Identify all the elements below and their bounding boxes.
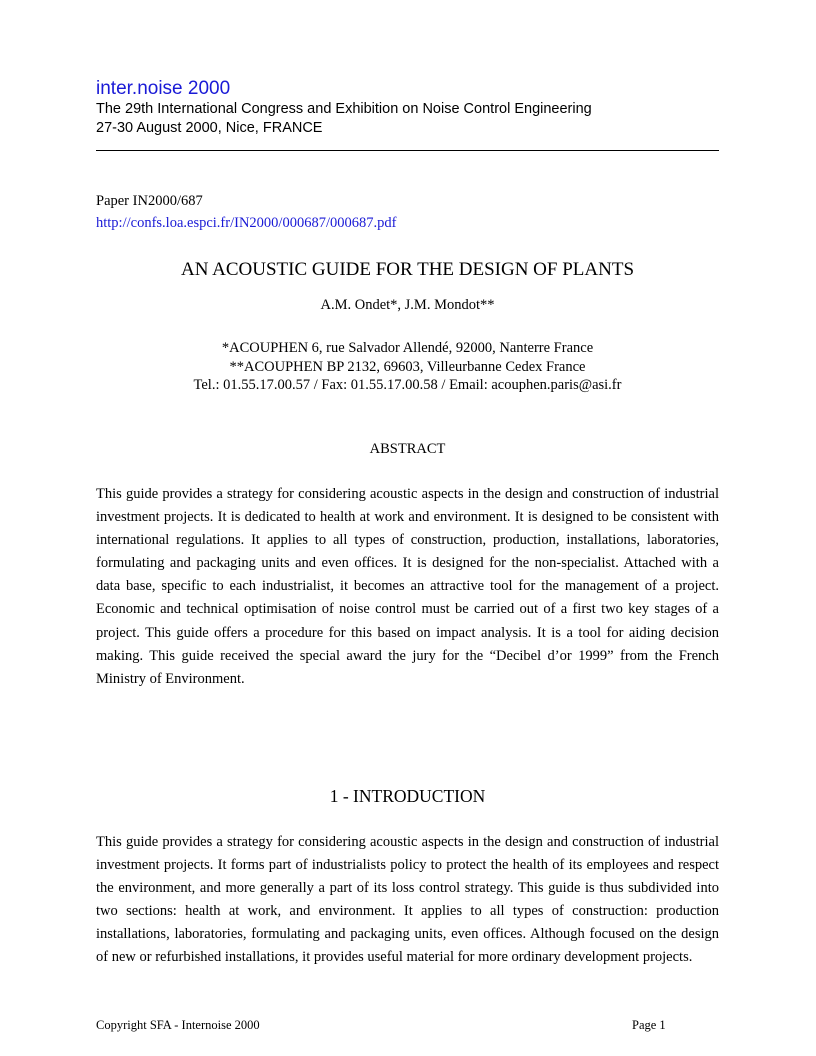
conference-name: inter.noise 2000 [96, 78, 231, 99]
header-divider [96, 150, 719, 151]
contact-line: Tel.: 01.55.17.00.57 / Fax: 01.55.17.00.58 / Email: acouphen.paris@asi.fr [193, 377, 622, 393]
paper-id: Paper IN2000/687 [96, 193, 203, 209]
abstract-paragraph: This guide provides a strategy for considering acoustic aspects in the design and construction of industrial investment projects. It is dedicated to health at work and environment. It is designed to be consistent with international regulations. It applies to all types of construction, production, installations, laboratories, formulating and packaging units and even offices. It is designed for the non-specialist. Attached with a data base, specific to each industrialist, it becomes an attractive tool for the management of a project. Economic and technical optimisation of noise control must be carried out of a first two key stages of a project. This guide offers a procedure for this based on impact analysis. It is a tool for aiding decision making. This guide received the special award the jury for the “Decibel d’or 1999” from the French Ministry of Environment. [96, 486, 719, 687]
paper-url-link[interactable]: http://confs.loa.espci.fr/IN2000/000687/000687.pdf [96, 215, 397, 231]
introduction-paragraph: This guide provides a strategy for considering acoustic aspects in the design and construction of industrial investment projects. It forms part of industrialists policy to protect the health of its employees and respect the environment, and more generally a part of its loss control strategy. This guide is thus subdivided into two sections: health at work, and environment. It applies to all types of construction: production installations, laboratories, formulating and packaging units, even offices. Although focused on the design of new or refurbished installations, it provides useful material for more ordinary development projects. [96, 834, 719, 966]
conference-full-name: The 29th International Congress and Exhibition on Noise Control Engineering [96, 101, 592, 117]
affiliation-1: *ACOUPHEN 6, rue Salvador Allendé, 92000, Nanterre France [221, 340, 594, 356]
introduction-heading: 1 - INTRODUCTION [329, 786, 486, 806]
affiliation-2: **ACOUPHEN BP 2132, 69603, Villeurbanne Cedex France [229, 359, 586, 375]
abstract-heading: ABSTRACT [369, 441, 446, 457]
conference-dates-location: 27-30 August 2000, Nice, FRANCE [96, 120, 323, 136]
paper-authors: A.M. Ondet*, J.M. Mondot** [320, 297, 495, 313]
footer-copyright: Copyright SFA - Internoise 2000 [96, 1018, 260, 1032]
paper-title: AN ACOUSTIC GUIDE FOR THE DESIGN OF PLANTS [180, 259, 635, 280]
footer-page-number: Page 1 [632, 1018, 666, 1032]
